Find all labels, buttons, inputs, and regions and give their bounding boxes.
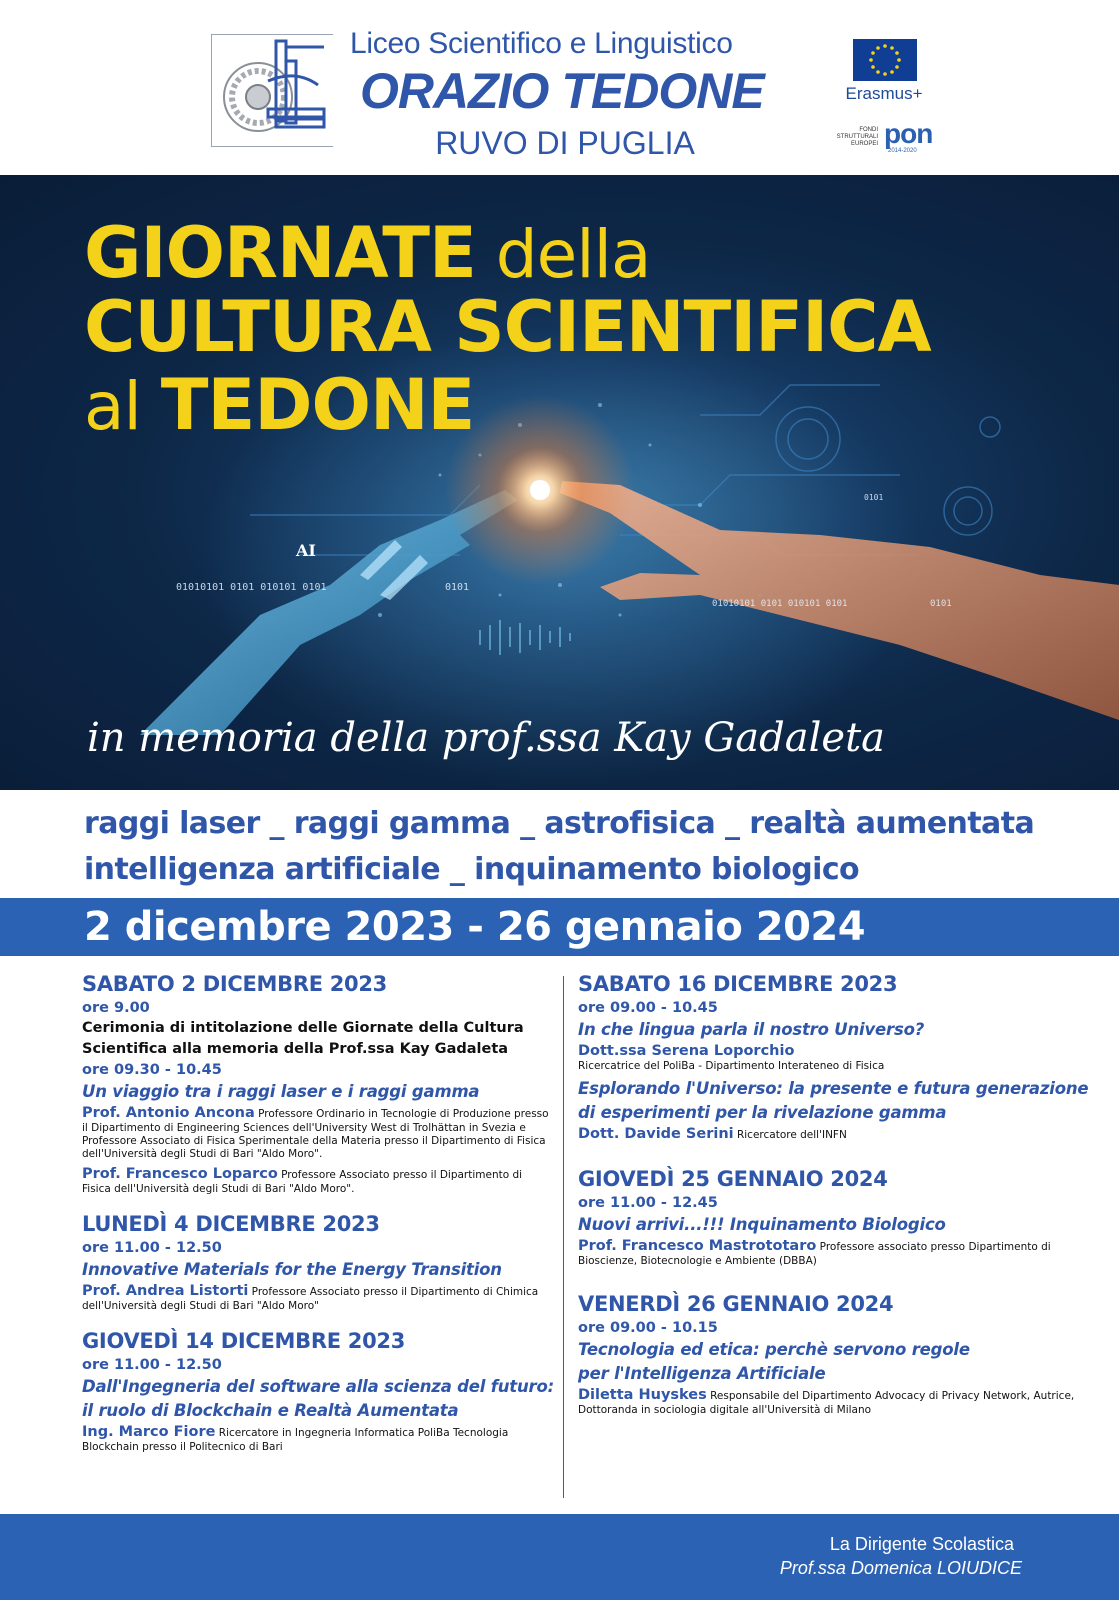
event-title: Tecnologia ed etica: perchè servono regole [578,1340,970,1359]
speaker-desc: Ricercatrice del PoliBa - Dipartimento Interateneo di Fisica [578,1060,885,1072]
topic-line: raggi laser _ raggi gamma _ astrofisica _ realtà aumentata [84,806,1035,841]
speaker [578,1125,1098,1143]
eu-flag-icon [853,39,917,81]
speaker-name: Prof. Antonio Ancona [82,1105,255,1121]
binary-text: 01010101 0101 010101 0101 [176,582,327,593]
speaker [578,1237,1098,1268]
event-time: ore 09.00 - 10.45 [578,1000,718,1016]
signature-name: Prof.ssa Domenica LOIUDICE [779,1558,1022,1578]
title-line-3 [84,364,475,446]
column-divider [563,976,564,1498]
event-title: Innovative Materials for the Energy Transition [82,1260,502,1279]
program-left-column [82,970,555,1474]
day-title: SABATO 2 DICEMBRE 2023 [82,972,387,996]
memoria-subtitle: in memoria della prof.ssa Kay Gadaleta [87,715,885,761]
ai-label: AI [296,541,316,560]
topic-line: intelligenza artificiale _ inquinamento biologico [84,852,860,887]
speaker-name: Diletta Huyskes [578,1387,707,1403]
event-title: Dall'Ingegneria del software alla scienza del futuro: [82,1377,555,1396]
signature-role: La Dirigente Scolastica [829,1534,1014,1554]
pon-logo-text: pon [884,118,933,149]
binary-text: 01010101 0101 010101 0101 [712,599,848,609]
title-tedone: TEDONE [160,364,475,446]
speaker-desc: Professore Associato presso il Dipartimento di Chimica dell'Università degli Studi di Bari "Aldo Moro" [82,1286,539,1312]
speaker-desc: Professore Ordinario in Tecnologie di Produzione presso il Dipartimento di Engineering Sciences dell'University West di Trolhättan in Svezia e Professore Associato di Fisica Sperimentale della Materia presso il Dipartimento di Fisica dell'Università degli Studi di Bari "Aldo Moro". [82,1108,549,1160]
binary-text: 0101 [445,582,470,593]
event-day [82,970,552,1196]
speaker-name: Ing. Marco Fiore [82,1424,216,1440]
event-title: Un viaggio tra i raggi laser e i raggi gamma [82,1082,480,1101]
school-city: RUVO DI PUGLIA [435,125,695,161]
event-time: ore 09.30 - 10.45 [82,1062,222,1078]
event-title: di esperimenti per la rivelazione gamma [578,1103,947,1122]
hero-banner [0,175,1119,790]
binary-text: 0101 [864,493,884,502]
event-title: Nuovi arrivi...!!! Inquinamento Biologico [578,1215,946,1234]
event-day [578,1290,1098,1417]
event-time: ore 09.00 - 10.15 [578,1320,718,1336]
title-line-2 [84,286,931,368]
day-title: VENERDÌ 26 GENNAIO 2024 [578,1292,894,1316]
event-time: ore 11.00 - 12.45 [578,1195,718,1211]
speaker-name: Prof. Francesco Mastrototaro [578,1238,817,1254]
speaker-desc: Professore Associato presso il Dipartimento di Fisica dell'Università degli Studi di Bari "Aldo Moro". [82,1169,523,1195]
speaker-desc: Professore associato presso Dipartimento di Bioscienze, Biotecnologie e Ambiente (DBBA) [578,1241,1051,1267]
pon-fondi-label: FONDI STRUTTURALI EUROPEI [836,127,878,147]
speaker [578,1386,1098,1417]
event-time: ore 11.00 - 12.50 [82,1357,222,1373]
speaker [82,1104,552,1161]
event-title: In che lingua parla il nostro Universo? [578,1020,925,1039]
school-type: Liceo Scientifico e Linguistico [350,27,733,60]
program-right-column [578,970,1098,1437]
day-title: LUNEDÌ 4 DICEMBRE 2023 [82,1212,380,1236]
speaker [82,1423,552,1454]
school-name: ORAZIO TEDONE [360,63,764,119]
date-range: 2 dicembre 2023 - 26 gennaio 2024 [84,904,866,950]
speaker-name: Dott. Davide Serini [578,1126,734,1142]
event-time: ore 9.00 [82,1000,150,1016]
title-line-1 [84,212,651,294]
day-title: GIOVEDÌ 25 GENNAIO 2024 [578,1167,888,1191]
event-day [578,970,1098,1143]
erasmus-label: Erasmus+ [845,84,923,103]
speaker [82,1165,552,1196]
speaker-name: Dott.ssa Serena Loporchio [578,1043,795,1059]
speaker-desc: Responsabile del Dipartimento Advocacy di Privacy Network, Autrice, Dottoranda in sociologia digitale all'Università di Milano [578,1390,1075,1416]
event-day [82,1327,555,1454]
event-title: per l'Intelligenza Artificiale [578,1364,826,1383]
event-title: Esplorando l'Universo: la presente e futura generazione [578,1079,1089,1098]
event-time: ore 11.00 - 12.50 [82,1240,222,1256]
school-logo [211,34,333,147]
title-al: al [84,368,161,445]
ceremony-text: Cerimonia di intitolazione delle Giornate della Cultura Scientifica alla memoria della Prof.ssa Kay Gadaleta [82,1020,524,1057]
title-cultura: CULTURA SCIENTIFICA [84,286,931,368]
day-title: GIOVEDÌ 14 DICEMBRE 2023 [82,1329,406,1353]
event-day [82,1210,552,1313]
speaker-name: Prof. Francesco Loparco [82,1166,278,1182]
binary-text: 0101 [930,599,952,609]
school-emblem-icon [216,39,334,145]
day-title: SABATO 16 DICEMBRE 2023 [578,972,898,996]
pon-logo [828,118,938,158]
header [0,0,1119,175]
date-bar [0,898,1119,956]
speaker-desc: Ricercatore in Ingegneria Informatica PoliBa Tecnologia Blockchain presso il Politecnico di Bari [82,1427,509,1453]
title-giornate: GIORNATE [84,212,476,294]
event-title: il ruolo di Blockchain e Realtà Aumentata [82,1401,459,1420]
title-della: della [475,216,651,293]
topics-list [84,801,1084,893]
speaker-desc: Ricercatore dell'INFN [733,1129,847,1141]
pon-years: 2014-2020 [888,148,917,154]
speaker [82,1282,552,1313]
event-day [578,1165,1098,1268]
footer [0,1514,1119,1600]
speaker-name: Prof. Andrea Listorti [82,1283,249,1299]
